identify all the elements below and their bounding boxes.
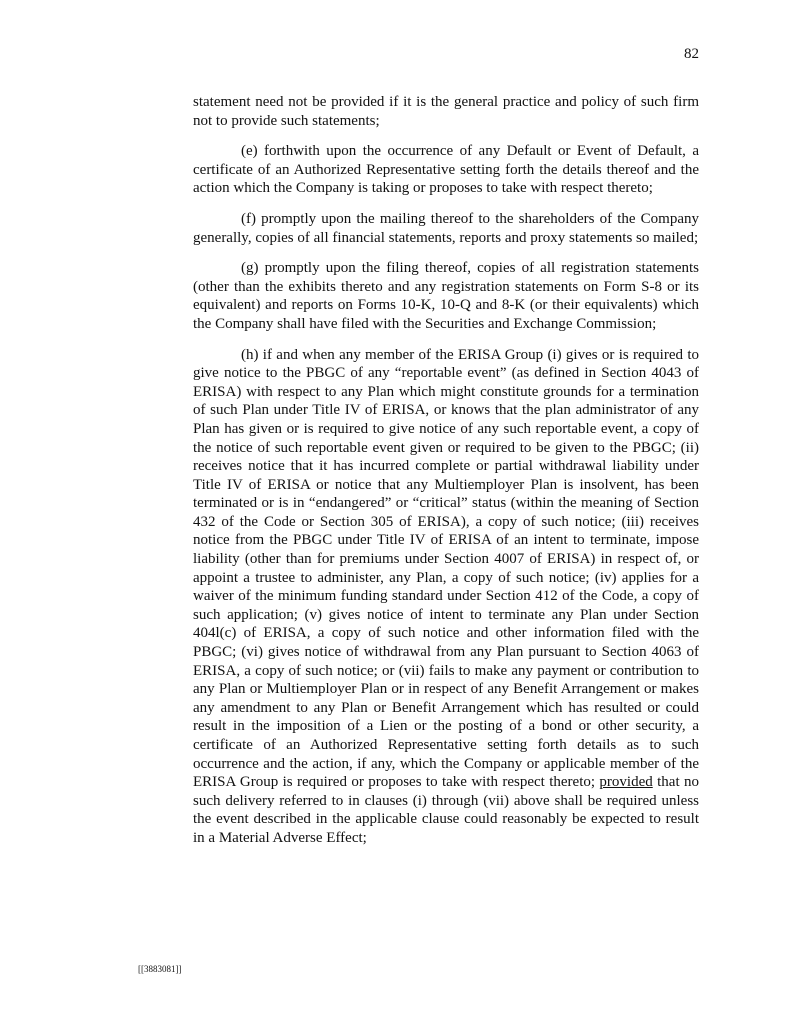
paragraph-h [193,346,699,848]
paragraph-e: (e) forthwith upon the occurrence of any Default or Event of Default, a certificate of an Authorized Representative setting forth the details thereof and the action which the Company is taking or proposes to take with respect thereto; [193,143,699,197]
paragraph-h-text-a: (h) if and when any member of the ERISA Group (i) gives or is required to give notice to the PBGC of any “reportable event” (as defined in Section 4043 of ERISA) with respect to any Plan which might constitute grounds for a termination of such Plan under Title IV of ERISA, or knows that the plan administrator of any Plan has given or is required to give notice of any such reportable event, a copy of the notice of such reportable event given or required to be given to the PBGC; (ii) receives notice that it has incurred complete or partial withdrawal liability under Title IV of ERISA or notice that any Multiemployer Plan is insolvent, has been terminated or is in “endangered” or “critical” status (within the meaning of Section 432 of the Code or Section 305 of ERISA), a copy of such notice; (iii) receives notice from the PBGC under Title IV of ERISA of an intent to terminate, impose liability (other than for premiums under Section 4007 of ERISA) in respect of, or appoint a trustee to administer, any Plan, a copy of such notice; (iv) applies for a waiver of the minimum funding standard under Section 412 of the Code, a copy of such application; (v) gives notice of intent to terminate any Plan under Section 404l(c) of ERISA, a copy of such notice and other information filed with the PBGC; (vi) gives notice of withdrawal from any Plan pursuant to Section 4063 of ERISA, a copy of such notice; or (vii) fails to make any payment or contribution to any Plan or Multiemployer Plan or in respect of any Benefit Arrangement or makes any amendment to any Plan or Benefit Arrangement which has resulted or could result in the imposition of a Lien or the posting of a bond or other security, a certificate of an Authorized Representative setting forth details as to such occurrence and the action, if any, which the Company or applicable member of the ERISA Group is required or proposes to take with respect thereto; [193,346,699,791]
document-body [193,93,699,860]
paragraph-g: (g) promptly upon the filing thereof, copies of all registration statements (other than the exhibits thereto and any registration statements on Form S-8 or its equivalent) and reports on Forms 10-K, 10-Q and 8-K (or their equivalents) which the Company shall have filed with the Securities and Exchange Commission; [193,260,699,332]
paragraph-f: (f) promptly upon the mailing thereof to the shareholders of the Company generally, copies of all financial statements, reports and proxy statements so mailed; [193,210,699,246]
document-reference: [[3883081]] [138,964,182,974]
page-number: 82 [684,46,699,62]
paragraph-h-text-b: that no such delivery referred to in clauses (i) through (vii) above shall be required unless the event described in the applicable clause could reasonably be expected to result in a Material Adverse Effect; [193,774,699,846]
paragraph-continuation: statement need not be provided if it is the general practice and policy of such firm not to provide such statements; [193,94,699,129]
provided-term: provided [599,774,653,791]
